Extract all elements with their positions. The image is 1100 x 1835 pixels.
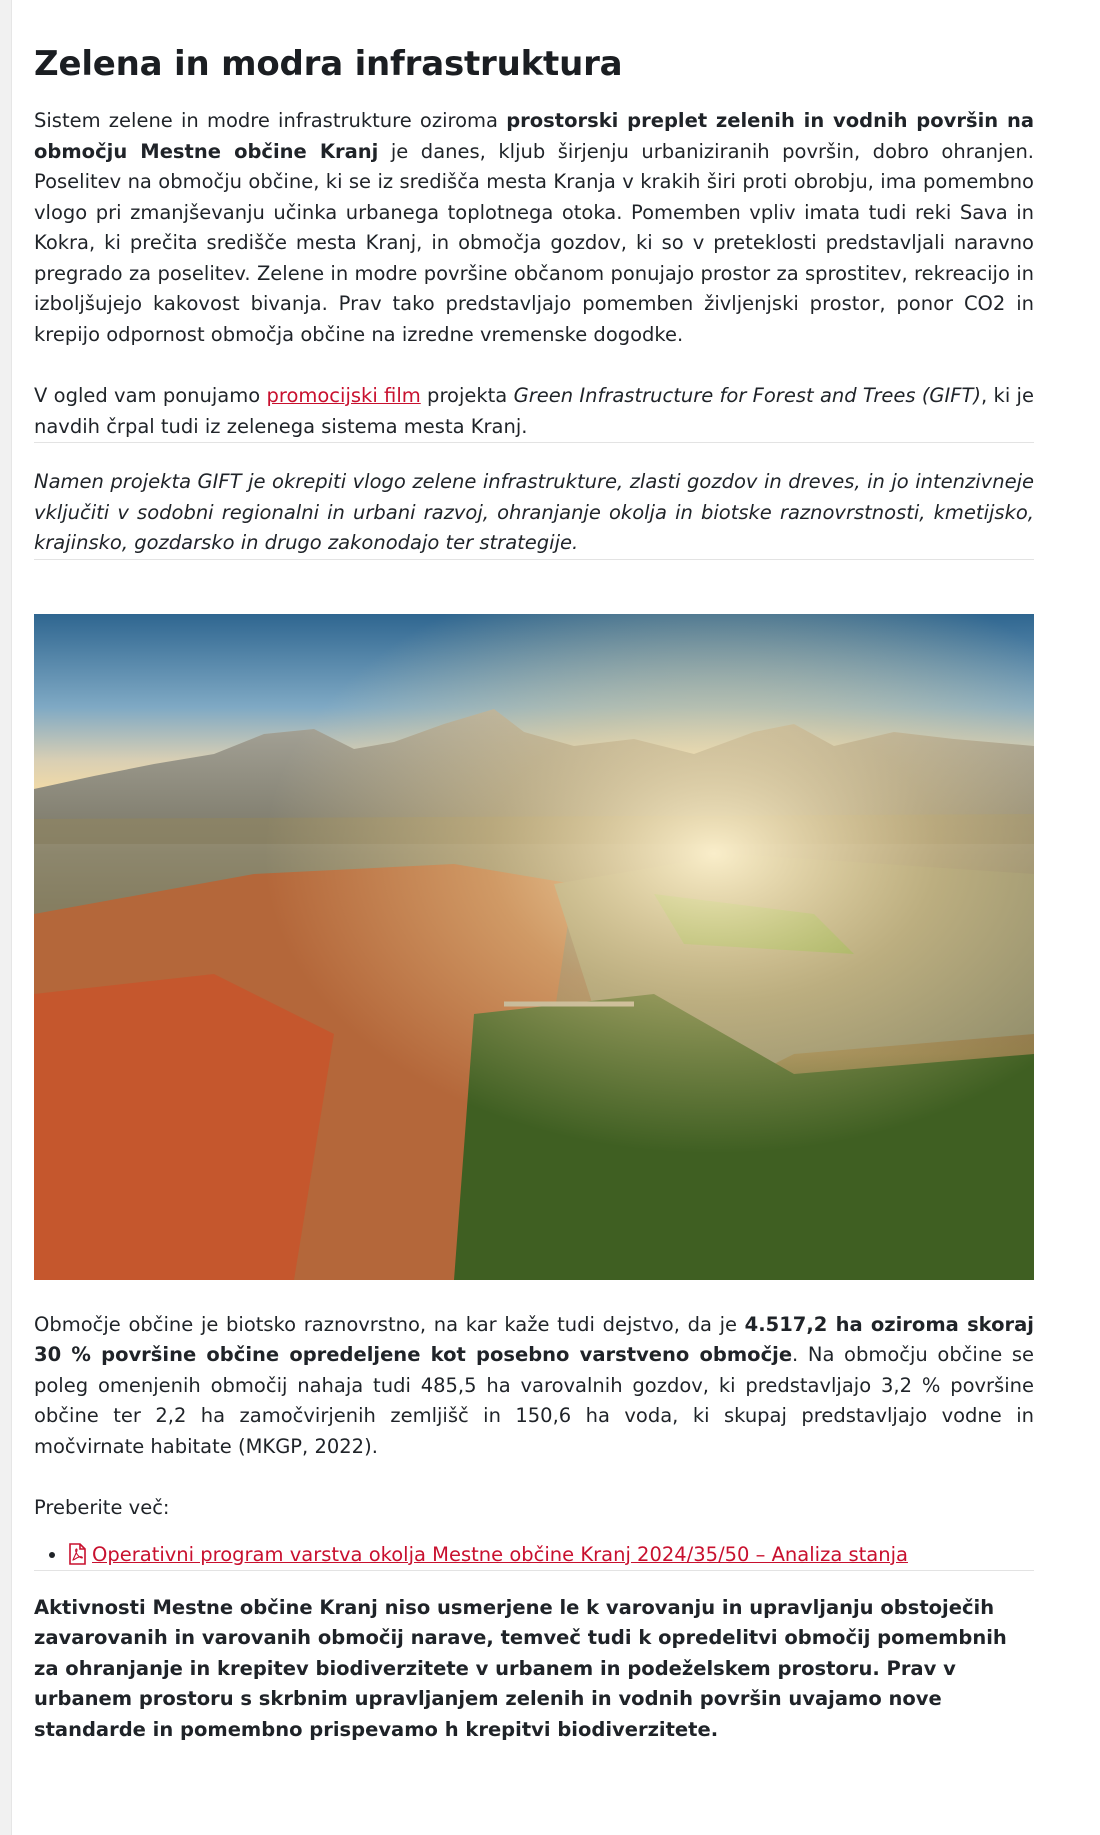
list-item: [68, 1540, 1034, 1570]
film-text-3: , ki je navdih črpal tudi iz zelenega sistema mesta Kranj.: [34, 384, 1034, 438]
film-paragraph: [34, 381, 1034, 442]
activities-paragraph: Aktivnosti Mestne občine Kranj niso usmerjene le k varovanju in upravljanju obstoječih zavarovanih in varovanih območij narave, temveč tudi k opredelitvi območij pomembnih za ohranjanje in krepitev biodiverzitete v urbanem in podeželskem prostoru. Prav v urbanem prostoru s skrbnim upravljanjem zelenih in vodnih površin uvajamo nove standarde in pomembno prispevamo h krepitvi biodiverzitete.: [34, 1595, 1007, 1741]
intro-paragraph: [34, 106, 1034, 350]
intro-bold-text: prostorski preplet zelenih in vodnih površin na območju Mestne občine Kranj: [34, 109, 1034, 163]
intro-text-1: Sistem zelene in modre infrastrukture oziroma: [34, 109, 507, 132]
article: [34, 0, 1034, 1745]
read-more-label: Preberite več:: [34, 1496, 170, 1519]
biodiversity-text-2: . Na območju občine se poleg omenjenih območij nahaja tudi 485,5 ha varovalnih gozdov, ki predstavljajo 3,2 % površine občine ter 2,2 ha zamočvirjenih zemljišč in 150,6 ha voda, ki skupaj predstavljajo vodne in močvirnate habitate (MKGP, 2022).: [34, 1343, 1034, 1458]
pdf-file-icon: [68, 1543, 86, 1565]
project-name: Green Infrastructure for Forest and Trees (GIFT): [513, 384, 982, 407]
divider: [34, 442, 1034, 443]
biodiversity-bold-text: 4.517,2 ha oziroma skoraj 30 % površine občine opredeljene kot posebno varstveno območje: [34, 1312, 1034, 1366]
divider: [34, 559, 1034, 560]
promo-film-link[interactable]: promocijski film: [266, 384, 421, 407]
divider: [34, 1570, 1034, 1571]
intro-text-2: je danes, kljub širjenju urbaniziranih površin, dobro ohranjen. Poselitev na območju občine, ki se iz središča mesta Kranja v krakih širi proti obrobju, ima pomembno vlogo pri zmanjševanju učinka urbanega toplotnega otoka. Pomemben vpliv imata tudi reki Sava in Kokra, ki prečita središče mesta Kranj, in območja gozdov, ki so v preteklosti predstavljali naravno pregrado za poselitev. Zelene in modre površine občanom ponujajo prostor za sprostitev, rekreacijo in izboljšujejo kakovost bivanja. Prav tako predstavljajo pomemben življenjski prostor, ponor CO2 in krepijo odpornost območja občine na izredne vremenske dogodke.: [34, 139, 1034, 346]
kranj-aerial-photo: [34, 614, 1034, 1280]
file-list: [34, 1540, 1034, 1570]
sun-glow: [34, 614, 1034, 1280]
project-quote: Namen projekta GIFT je okrepiti vlogo zelene infrastrukture, zlasti gozdov in dreves, in jo intenzivneje vključiti v sodobni regionalni in urbani razvoj, ohranjanje okolja in biotske raznovrstnosti, kmetijsko, krajinsko, gozdarsko in drugo zakonodajo ter strategije.: [34, 470, 1034, 554]
film-text-1: V ogled vam ponujamo: [34, 384, 267, 407]
page-title: Zelena in modra infrastruktura: [34, 44, 623, 84]
biodiversity-paragraph: [34, 1310, 1034, 1463]
film-text-2: projekta: [420, 384, 514, 407]
biodiversity-text-1: Območje občine je biotsko raznovrstno, na kar kaže tudi dejstvo, da je: [34, 1312, 745, 1336]
left-edge-strip: [0, 0, 12, 1835]
photo-illustration: [34, 614, 1034, 1280]
operative-program-link[interactable]: Operativni program varstva okolja Mestne občine Kranj 2024/35/50 – Analiza stanja: [92, 1542, 908, 1566]
